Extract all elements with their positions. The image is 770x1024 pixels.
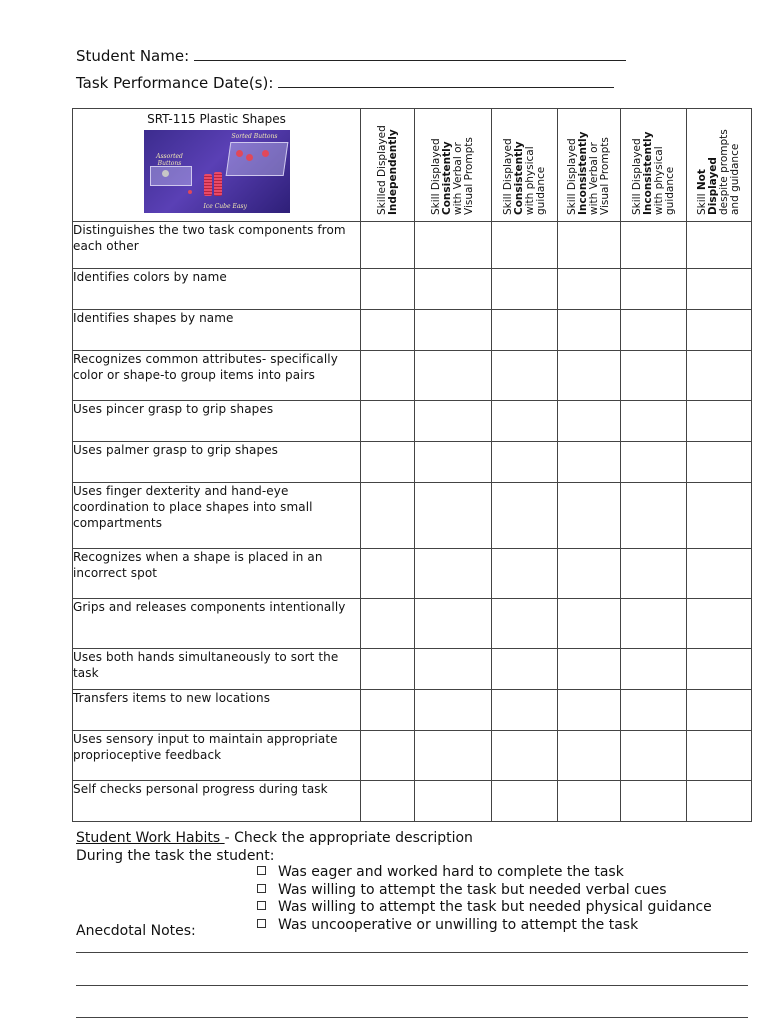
criterion-row [73,310,752,351]
rating-cell[interactable] [621,401,687,442]
date-label: Task Performance Date(s): [76,74,274,92]
rating-cell[interactable] [415,310,492,351]
rating-cell[interactable] [687,781,752,822]
rating-cell[interactable] [687,222,752,269]
rating-cell[interactable] [558,483,621,549]
photo-stack [214,172,222,196]
rating-cell[interactable] [687,351,752,401]
rating-cell[interactable] [558,269,621,310]
rating-cell[interactable] [492,781,558,822]
habit-option[interactable]: Was eager and worked hard to complete the task [257,864,712,882]
habit-option[interactable]: Was willing to attempt the task but needed physical guidance [257,899,712,917]
rating-cell[interactable] [361,731,415,781]
rating-cell[interactable] [621,269,687,310]
rating-cell[interactable] [415,690,492,731]
rating-cell[interactable] [621,731,687,781]
rating-cell[interactable] [492,401,558,442]
col-header-consistent-physical [492,109,558,222]
criterion-row [73,483,752,549]
rubric-header-row [73,109,752,222]
rating-cell[interactable] [492,599,558,649]
rating-cell[interactable] [361,549,415,599]
photo-bead [188,190,192,194]
criterion-row [73,401,752,442]
rating-cell[interactable] [687,649,752,690]
rating-cell[interactable] [621,222,687,269]
rating-cell[interactable] [558,401,621,442]
anecdotal-notes-label: Anecdotal Notes: [76,923,196,939]
task-title-cell [73,109,361,222]
col-header-text: Skill Not Displayed despite prompts and guidance [696,129,741,215]
date-line [76,73,614,92]
criterion-row [73,269,752,310]
rating-cell[interactable] [558,442,621,483]
criterion-label: Uses sensory input to maintain appropriate proprioceptive feedback [73,731,361,781]
work-habits-options [257,864,712,935]
photo-bead [236,150,243,157]
photo-label-sorted: Sorted Buttons [231,133,278,140]
rating-cell[interactable] [558,310,621,351]
criterion-row [73,549,752,599]
criterion-row [73,690,752,731]
habit-option[interactable]: Was uncooperative or unwilling to attempt the task [257,917,712,935]
work-habits-intro: During the task the student: [76,848,275,864]
rating-cell[interactable] [361,351,415,401]
criterion-label: Recognizes common attributes- specifically color or shape-to group items into pairs [73,351,361,401]
col-header-consistent-verbal [415,109,492,222]
criterion-row [73,222,752,269]
criterion-label: Identifies shapes by name [73,310,361,351]
rating-cell[interactable] [415,781,492,822]
rating-cell[interactable] [361,483,415,549]
rating-cell[interactable] [492,351,558,401]
rating-cell[interactable] [361,690,415,731]
photo-label-assorted: Assorted Buttons [156,153,183,167]
criterion-label: Transfers items to new locations [73,690,361,731]
date-field[interactable] [278,73,614,88]
rating-cell[interactable] [361,649,415,690]
habit-option[interactable]: Was willing to attempt the task but needed verbal cues [257,882,712,900]
rating-cell[interactable] [492,731,558,781]
rating-cell[interactable] [415,549,492,599]
criterion-row [73,781,752,822]
rating-cell[interactable] [415,222,492,269]
rating-cell[interactable] [558,690,621,731]
rating-cell[interactable] [492,310,558,351]
rating-cell[interactable] [492,222,558,269]
rating-cell[interactable] [621,442,687,483]
rating-cell[interactable] [361,781,415,822]
rating-cell[interactable] [415,483,492,549]
criterion-label: Recognizes when a shape is placed in an incorrect spot [73,549,361,599]
criterion-label: Uses finger dexterity and hand-eye coordination to place shapes into small compartments [73,483,361,549]
rating-cell[interactable] [558,599,621,649]
checkbox-icon[interactable] [257,884,266,893]
rating-cell[interactable] [558,731,621,781]
rating-cell[interactable] [621,483,687,549]
rating-cell[interactable] [361,269,415,310]
photo-label-bottom: Ice Cube Easy [203,203,247,210]
rating-cell[interactable] [621,351,687,401]
rating-cell[interactable] [492,649,558,690]
rating-cell[interactable] [621,781,687,822]
col-header-text: Skill Displayed Inconsistently with Verbal or Visual Prompts [566,131,611,215]
col-header-inconsistent-verbal [558,109,621,222]
work-habits-title: Student Work Habits [76,830,225,846]
rating-cell[interactable] [687,599,752,649]
rating-cell[interactable] [621,310,687,351]
rating-cell[interactable] [558,781,621,822]
rating-cell[interactable] [361,442,415,483]
rating-cell[interactable] [558,549,621,599]
rating-cell[interactable] [687,442,752,483]
col-header-text: Skilled Displayed Independently [375,125,399,215]
rating-cell[interactable] [415,731,492,781]
criterion-label: Grips and releases components intentionally [73,599,361,649]
student-name-line [76,46,626,65]
rating-cell[interactable] [415,269,492,310]
student-name-field[interactable] [194,46,626,61]
rating-cell[interactable] [492,549,558,599]
student-name-label: Student Name: [76,47,190,65]
col-header-independent [361,109,415,222]
criterion-label: Self checks personal progress during task [73,781,361,822]
rating-cell[interactable] [687,483,752,549]
criterion-row [73,649,752,690]
rating-cell[interactable] [687,310,752,351]
notes-line[interactable] [76,952,748,953]
rating-cell[interactable] [687,690,752,731]
rating-cell[interactable] [621,599,687,649]
criterion-label: Identifies colors by name [73,269,361,310]
rating-cell[interactable] [361,222,415,269]
task-title: SRT-115 Plastic Shapes [147,112,286,126]
criterion-label: Uses pincer grasp to grip shapes [73,401,361,442]
rating-cell[interactable] [687,269,752,310]
rubric-table [72,108,752,822]
work-habits-instruction: - Check the appropriate description [224,830,473,846]
photo-stack [204,174,212,196]
photo-bead [246,154,253,161]
rating-cell[interactable] [558,649,621,690]
criterion-label: Uses palmer grasp to grip shapes [73,442,361,483]
rating-cell[interactable] [415,351,492,401]
rating-cell[interactable] [687,731,752,781]
rating-cell[interactable] [361,310,415,351]
checkbox-icon[interactable] [257,919,266,928]
notes-line[interactable] [76,1017,748,1018]
photo-tray-right [225,142,288,176]
criterion-row [73,442,752,483]
task-photo [144,130,290,213]
rating-cell[interactable] [621,549,687,599]
criterion-row [73,731,752,781]
rating-cell[interactable] [361,401,415,442]
rating-cell[interactable] [415,401,492,442]
checkbox-icon[interactable] [257,866,266,875]
rating-cell[interactable] [492,442,558,483]
col-header-text: Skill Displayed Consistently with physical guidance [501,138,547,215]
criterion-label: Distinguishes the two task components from each other [73,222,361,269]
rating-cell[interactable] [415,649,492,690]
rating-cell[interactable] [361,599,415,649]
rating-cell[interactable] [492,483,558,549]
col-header-text: Skill Displayed Inconsistently with physical guidance [630,131,676,215]
rating-cell[interactable] [687,549,752,599]
photo-tray-left [150,166,192,186]
criterion-row [73,599,752,649]
rating-cell[interactable] [558,351,621,401]
rating-cell[interactable] [492,690,558,731]
rating-cell[interactable] [492,269,558,310]
rating-cell[interactable] [621,649,687,690]
photo-bead [262,150,269,157]
rating-cell[interactable] [415,599,492,649]
criterion-row [73,351,752,401]
rating-cell[interactable] [558,222,621,269]
col-header-text: Skill Displayed Consistently with Verbal or Visual Prompts [430,137,475,215]
rating-cell[interactable] [621,690,687,731]
rating-cell[interactable] [415,442,492,483]
rating-cell[interactable] [687,401,752,442]
col-header-not-displayed [687,109,752,222]
photo-bead [162,170,169,177]
work-habits-section [76,829,473,865]
checkbox-icon[interactable] [257,901,266,910]
criterion-label: Uses both hands simultaneously to sort the task [73,649,361,690]
notes-line[interactable] [76,985,748,986]
col-header-inconsistent-physical [621,109,687,222]
